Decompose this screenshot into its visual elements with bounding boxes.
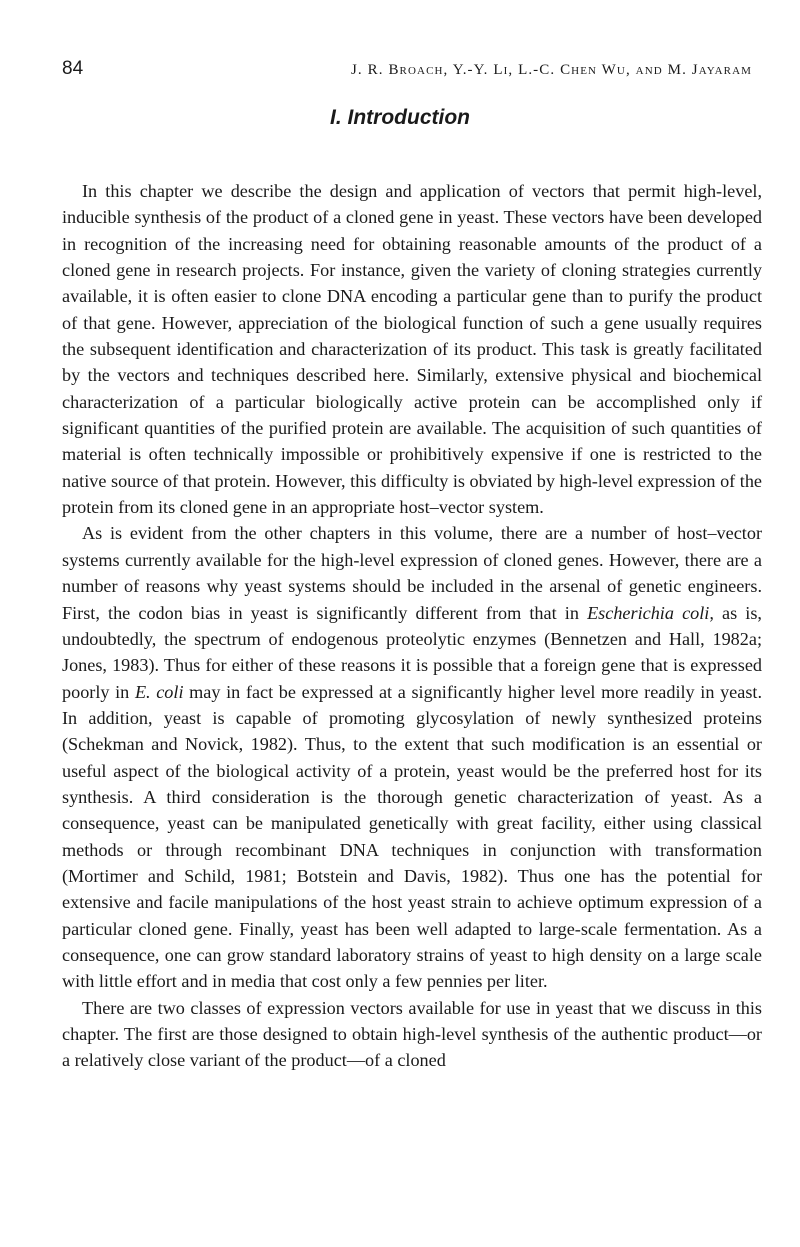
text-run: As is evident from the other chapters in this volume, there are a number of host–vector systems currently available for the high-level expression of cloned genes. However, there are a number of reasons why yeast systems should be included in the arsenal of genetic engineers. First, the codon bias in yeast is significantly different from that in <box>62 523 762 623</box>
paragraph-3 <box>62 995 762 1074</box>
body-text <box>62 178 762 1074</box>
text-run: as is, undoubtedly, the spectrum of endogenous proteolytic enzymes (Bennetzen and Hall, 1982a; Jones, 1983). Thus for either of these reasons it is possible that a foreign gene that is expressed poorly in <box>62 602 762 702</box>
text-run: may in fact be expressed at a significantly higher level more readily in yeast. In addition, yeast is capable of promoting glycosylation of newly synthesized proteins (Schekman and Novick, 1982). Thus, to the extent that such modification is an essential or useful aspect of the biological activity of a protein, yeast would be the preferred host for its synthesis. A third consideration is the thorough genetic characterization of yeast. As a consequence, yeast can be manipulated genetically with great facility, either using classical methods or through recombinant DNA techniques in conjunction with transformation (Mortimer and Schild, 1981; Botstein and Davis, 1982). Thus one has the potential for extensive and facile manipulations of the host yeast strain to achieve optimum expression of a particular cloned gene. Finally, yeast has been well adapted to large-scale fermentation. As a consequence, one can grow standard laboratory strains of yeast to high density on a large scale with little effort and in media that cost only a few pennies per liter. <box>62 681 762 992</box>
section-title: I. Introduction <box>330 106 470 129</box>
paragraph-1 <box>62 178 762 520</box>
paragraph-2 <box>62 520 762 994</box>
running-head <box>62 58 752 80</box>
italic-term: Escherichia coli, <box>587 602 714 623</box>
text-run: There are two classes of expression vectors available for use in yeast that we discuss in this chapter. The first are those designed to obtain high-level synthesis of the authentic product—or a relatively close variant of the product—of a cloned <box>62 997 762 1071</box>
italic-term: E. coli <box>134 681 184 702</box>
page-number: 84 <box>62 58 84 79</box>
text-run: In this chapter we describe the design and application of vectors that permit high-level, inducible synthesis of the product of a cloned gene in yeast. These vectors have been developed in recognition of the increasing need for obtaining reasonable amounts of the product of a cloned gene in research projects. For instance, given the variety of cloning strategies currently available, it is often easier to clone DNA encoding a particular gene than to purify the product of that gene. However, appreciation of the biological function of such a gene usually requires the subsequent identification and characterization of its product. This task is greatly facilitated by the vectors and techniques described here. Similarly, extensive physical and biochemical characterization of a particular biologically active protein can be accomplished only if significant quantities of the purified protein are available. The acquisition of such quantities of material is often technically impossible or prohibitively expensive if one is restricted to the native source of that protein. However, this difficulty is obviated by high-level expression of the protein from its cloned gene in an appropriate host–vector system. <box>62 181 762 518</box>
running-head-authors: J. R. Broach, Y.-Y. Li, L.-C. Chen Wu, and M. Jayaram <box>351 62 752 78</box>
